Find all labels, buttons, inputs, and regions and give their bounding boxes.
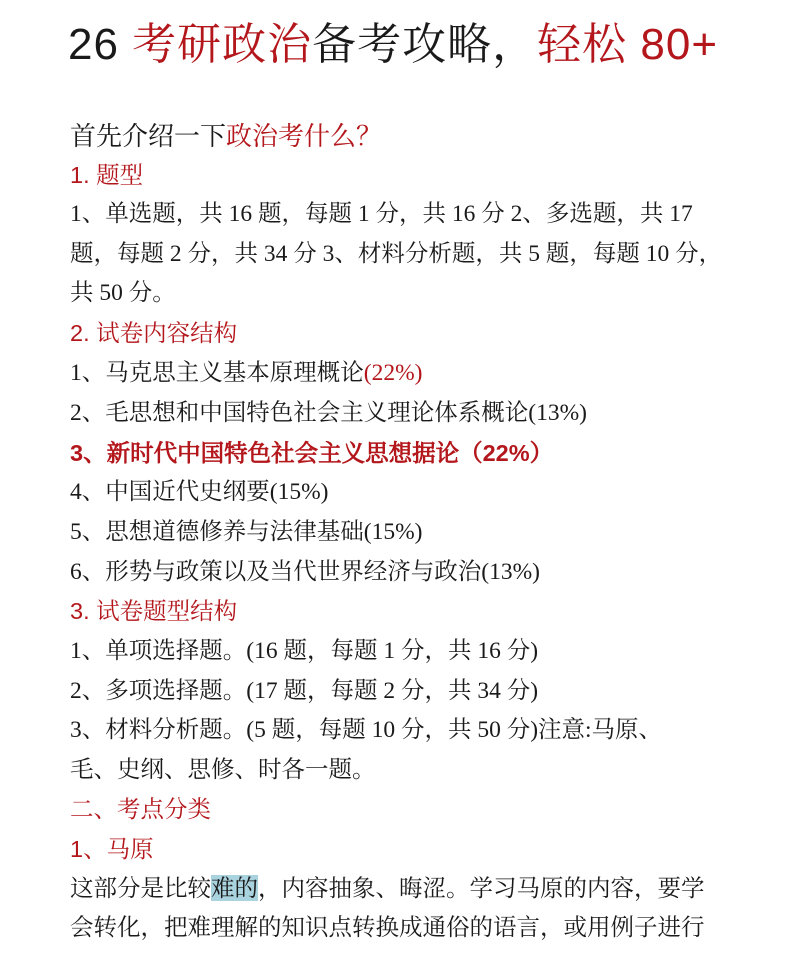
section-heading-question-types: 1. 题型 [70,162,144,188]
paragraph-line: 题，每题 2 分，共 34 分 3、材料分析题，共 5 题，每题 10 分， [70,241,723,267]
list-item: 6、形势与政策以及当代世界经济与政治(13%) [70,559,540,585]
paragraph-line: 1、单选题，共 16 题，每题 1 分，共 16 分 2、多选题，共 17 [70,201,693,227]
paragraph-line: 共 50 分。 [70,280,176,306]
title-year: 26 [68,20,133,69]
intro-heading [70,116,382,153]
list-item-text: 1、马克思主义基本原理概论 [70,360,364,386]
list-item: 4、中国近代史纲要(15%) [70,479,329,505]
title-red-2: 轻松 80+ [537,20,719,69]
list-item: 2、毛思想和中国特色社会主义理论体系概论(13%) [70,400,587,426]
intro-black: 首先介绍一下 [70,121,227,151]
subsection-heading-mayuan: 1、马原 [70,836,154,862]
paragraph-line [70,873,705,903]
title-black: 备考攻略， [312,20,538,69]
selected-text: 难的 [211,875,258,901]
list-item: 3、材料分析题。(5 题，每题 10 分，共 50 分)注意:马原、 [70,717,663,743]
text: 这部分是比较 [70,875,211,901]
page-title [68,8,718,72]
list-item: 2、多项选择题。(17 题，每题 2 分，共 34 分) [70,678,539,704]
intro-red: 政治考什么？ [226,121,383,151]
list-item-highlighted: 3、新时代中国特色社会主义思想据论（22%） [70,440,554,466]
list-item: 5、思想道德修养与法律基础(15%) [70,519,423,545]
section-heading-content-structure: 2. 试卷内容结构 [70,320,238,346]
text: ，内容抽象、晦涩。学习马原的内容，要学 [258,875,705,901]
title-red-1: 考研政治 [132,20,313,69]
section-heading-question-structure: 3. 试卷题型结构 [70,598,238,624]
list-item [70,358,422,388]
list-item-percent: (22%) [363,360,423,386]
list-item: 毛、史纲、思修、时各一题。 [70,757,376,783]
section-heading-topics: 二、考点分类 [70,796,211,822]
list-item: 1、单项选择题。(16 题，每题 1 分，共 16 分) [70,638,539,664]
paragraph-line: 会转化，把难理解的知识点转换成通俗的语言，或用例子进行 [70,914,705,940]
